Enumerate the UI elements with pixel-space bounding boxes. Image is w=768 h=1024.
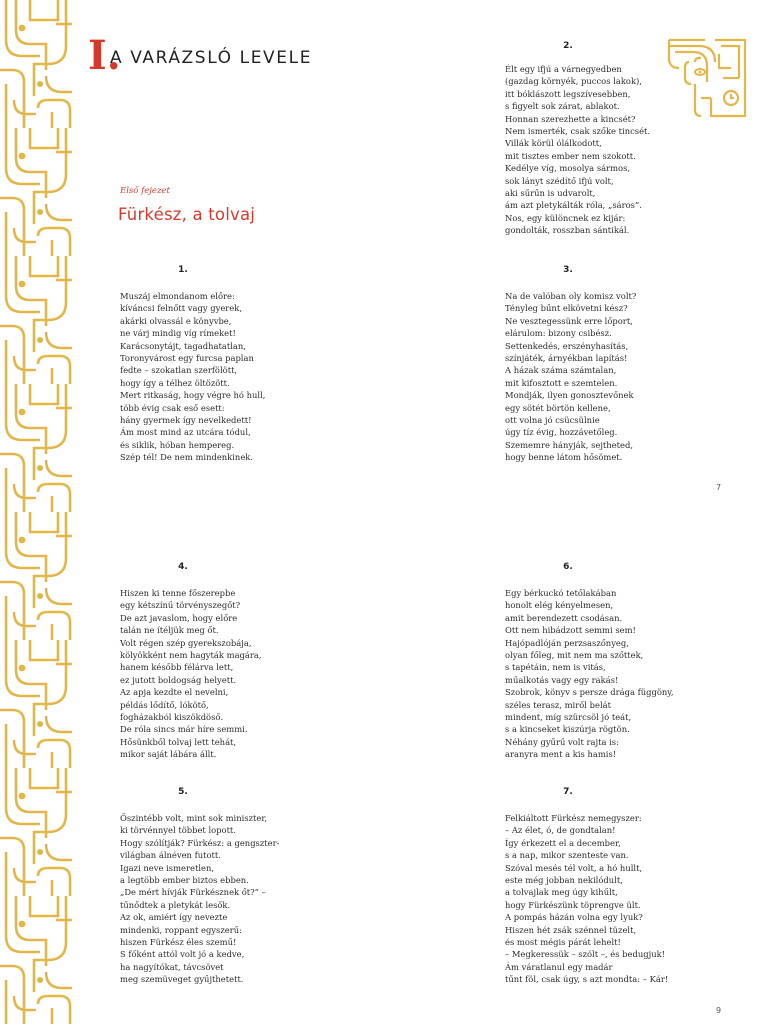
- poem-line: S főként attól volt jó a kedve,: [120, 949, 245, 960]
- poem-line: és siklik, hóban hempereg.: [120, 439, 235, 450]
- poem-line: itt bóklászott legszívesebben,: [505, 88, 631, 99]
- poem-line: hogy benne látom hősömet.: [505, 452, 623, 463]
- poem-line: Az apja kezdte el nevelni,: [120, 687, 229, 698]
- poem-line: fogházakból kiszökdöső.: [120, 711, 224, 722]
- poem-stanza-2: [505, 40, 650, 236]
- poem-line: hogy így a télhez öltözött.: [120, 377, 230, 388]
- poem-line: Néhány gyűrű volt rajta is:: [505, 736, 619, 747]
- poem-stanza-4: [120, 561, 262, 760]
- stanza-number: 4.: [178, 562, 188, 572]
- poem-line: mindenki, roppant egyszerű:: [120, 924, 242, 935]
- poem-line: hanem később félárva lett,: [120, 662, 234, 673]
- poem-line: egy kétszínű törvényszegőt?: [120, 600, 241, 611]
- poem-line: Ott nem hibádzott semmi sem!: [505, 625, 636, 636]
- geometric-border-ornament: [0, 0, 72, 1024]
- poem-line: a tolvajlak meg úgy kihűlt,: [505, 887, 618, 898]
- poem-line: Felkiáltott Fürkész nemegyszer:: [505, 813, 642, 823]
- poem-line: „De mért hívják Fürkésznek őt?” –: [120, 887, 266, 898]
- poem-line: ne várj mindig víg rímeket!: [120, 328, 236, 339]
- poem-line: Volt régen szép gyerekszobája,: [120, 637, 252, 648]
- stanza-number: 6.: [563, 562, 573, 572]
- section-label: Első fejezet: [120, 186, 170, 196]
- poem-line: s a kincseket kiszúrja rögtön.: [505, 724, 630, 735]
- stanza-number: 7.: [563, 787, 573, 797]
- chapter-title: A VARÁZSLÓ LEVELE: [110, 48, 313, 68]
- poem-line: akárki olvassál e könyvbe,: [120, 315, 232, 326]
- poem-stanza-3: [505, 264, 636, 463]
- poem-line: Nos, egy különcnek ez kijár:: [505, 212, 626, 223]
- face-ornament-icon: [665, 38, 747, 118]
- poem-line: sok lányt szédítő ifjú volt,: [505, 175, 614, 186]
- poem-line: úgy tíz évig, hozzávetőleg.: [505, 427, 618, 438]
- poem-line: ha nagyítókat, távcsövet: [120, 961, 224, 972]
- poem-line: amit berendezett csodásan.: [505, 612, 623, 623]
- stanza-lines: [505, 812, 668, 985]
- poem-line: Ám most mind az utcára tódul,: [120, 427, 251, 438]
- poem-line: hány gyermek így nevelkedett!: [120, 414, 252, 425]
- poem-line: Hajópadlóján perzsaszőnyeg,: [505, 637, 629, 648]
- poem-line: ki törvénnyel többet lopott.: [120, 825, 236, 836]
- poem-line: talán ne ítéljük meg őt.: [120, 625, 219, 636]
- poem-line: s a nap, mikor szenteste van.: [505, 850, 629, 861]
- stanza-number: 1.: [178, 265, 188, 275]
- poem-line: Hiszen hét zsák szénnel tüzelt,: [505, 924, 637, 935]
- poem-stanza-6: [505, 561, 674, 760]
- poem-stanza-5: [120, 786, 279, 985]
- poem-line: Ám váratlanul egy madár: [505, 961, 613, 972]
- stanza-lines: [120, 587, 262, 760]
- poem-line: egy sötét börtön kellene,: [505, 402, 611, 413]
- poem-stanza-7: [505, 786, 668, 985]
- poem-line: több évig csak eső esett:: [120, 402, 225, 413]
- poem-line: Karácsonytájt, tagadhatatlan,: [120, 340, 246, 351]
- poem-line: tűnődtek a pletykát lesők.: [120, 899, 231, 910]
- poem-stanza-1: [120, 264, 265, 463]
- poem-line: Kedélye víg, mosolya sármos,: [505, 163, 631, 174]
- page-number: 9: [716, 1006, 722, 1015]
- poem-line: ott volna jó csücsülnie: [505, 414, 600, 425]
- stanza-lines: [120, 812, 279, 985]
- poem-line: Igazi neve ismeretlen,: [120, 862, 215, 873]
- poem-line: meg szemüveget gyűjthetett.: [120, 974, 244, 985]
- poem-line: és most mégis párát lehelt!: [505, 936, 621, 947]
- poem-line: – Az élet, ó, de gondtalan!: [505, 825, 616, 836]
- poem-line: tűnt föl, csak úgy, s azt mondta: – Kár!: [505, 974, 669, 985]
- poem-line: műalkotás vagy egy rakás!: [505, 674, 619, 685]
- poem-line: kíváncsi felnőtt vagy gyerek,: [120, 303, 242, 314]
- page-number: 7: [716, 483, 722, 492]
- poem-line: Hiszen ki tenne főszerepbe: [120, 588, 236, 598]
- poem-line: aranyra ment a kis hamis!: [505, 749, 617, 760]
- poem-line: Szép tél! De nem mindenkinek.: [120, 452, 254, 463]
- poem-line: fedte – szokatlan szerfölött,: [120, 365, 238, 376]
- stanza-lines: [505, 290, 636, 463]
- section-title: Fürkész, a tolvaj: [118, 205, 256, 224]
- poem-line: példás lődítő, lókötő,: [120, 699, 209, 710]
- poem-line: mindent, míg szürcsöl jó teát,: [505, 711, 632, 722]
- poem-line: – Megkeressük – szólt –, és bedugjuk!: [505, 949, 666, 960]
- poem-line: hiszen Fürkész éles szemű!: [120, 936, 237, 947]
- stanza-number: 2.: [563, 41, 573, 51]
- poem-line: A pompás házán volna egy lyuk?: [505, 912, 643, 923]
- poem-line: Toronyvárost egy furcsa paplan: [120, 352, 254, 363]
- poem-line: Élt egy ifjú a várnegyedben: [505, 64, 622, 74]
- poem-line: honolt elég kényelmesen,: [505, 600, 614, 611]
- stanza-number: 5.: [178, 787, 188, 797]
- poem-line: ez jutott boldogság helyett.: [120, 674, 237, 685]
- poem-line: világban álnéven futott.: [120, 850, 221, 861]
- poem-line: ám azt pletykálták róla, „sáros”.: [505, 200, 642, 211]
- poem-line: színjáték, árnyékban lapítás!: [505, 352, 628, 363]
- poem-line: este még jobban nekilódult,: [505, 874, 623, 885]
- poem-line: Na de valóban oly komisz volt?: [505, 291, 637, 301]
- stanza-lines: [505, 63, 650, 236]
- poem-line: aki sűrűn is udvarolt,: [505, 187, 596, 198]
- chapter-numeral: I.: [88, 32, 121, 79]
- poem-line: Villák körül ólálkodott,: [505, 138, 602, 149]
- poem-line: De róla sincs már híre semmi.: [120, 724, 248, 735]
- stanza-number: 3.: [563, 265, 573, 275]
- poem-line: olyan főleg, mit nem ma szőttek,: [505, 649, 644, 660]
- poem-line: a legtöbb ember biztos ebben.: [120, 874, 249, 885]
- poem-line: Tényleg bűnt elkövetni kész?: [505, 303, 628, 314]
- poem-line: Mondják, ilyen gonosztevőnek: [505, 390, 634, 401]
- poem-line: Szememre hányják, sejtheted,: [505, 439, 633, 450]
- poem-line: s tapétáin, nem is vitás,: [505, 662, 606, 673]
- poem-line: Így érkezett el a december,: [505, 837, 621, 848]
- poem-line: Mert ritkaság, hogy végre hó hull,: [120, 390, 266, 401]
- poem-line: A házak száma számtalan,: [505, 365, 617, 376]
- poem-line: Honnan szerezhette a kincsét?: [505, 113, 636, 124]
- poem-line: Hősünkből tolvaj lett tehát,: [120, 736, 237, 747]
- poem-line: Szobrok, könyv s persze drága függöny,: [505, 687, 674, 698]
- poem-line: mit kifosztott e szemtelen.: [505, 377, 618, 388]
- poem-line: De azt javaslom, hogy előre: [120, 612, 238, 623]
- poem-line: széles terasz, miről belát: [505, 699, 611, 710]
- poem-line: Ne vesztegessünk erre lőport,: [505, 315, 633, 326]
- poem-line: s figyelt sok zárat, ablakot.: [505, 101, 620, 112]
- poem-line: mikor saját lábára állt.: [120, 749, 217, 760]
- poem-line: mit tisztes ember nem szokott.: [505, 150, 636, 161]
- stanza-lines: [505, 587, 674, 760]
- poem-line: Muszáj elmondanom előre:: [120, 291, 235, 301]
- poem-line: Nem ismerték, csak szőke tincsét.: [505, 125, 651, 136]
- poem-line: kölyökként nem hagyták magára,: [120, 649, 262, 660]
- poem-line: Settenkedés, erszényhasítás,: [505, 340, 629, 351]
- poem-line: Szóval mesés tél volt, a hó hullt,: [505, 862, 643, 873]
- poem-line: hogy Fürkészünk töprengve ült.: [505, 899, 641, 910]
- poem-line: Az ok, amiért így nevezte: [120, 912, 228, 923]
- poem-line: Egy bérkuckó tetőlakában: [505, 588, 617, 598]
- poem-line: elárulom: bizony csibész.: [505, 328, 612, 339]
- poem-line: Hogy szólítják? Fürkész: a gengszter-: [120, 837, 280, 848]
- poem-line: Őszintébb volt, mint sok miniszter,: [120, 813, 268, 823]
- poem-line: (gazdag környék, puccos lakok),: [505, 76, 642, 87]
- poem-line: gondolták, rosszban sántikál.: [505, 225, 630, 236]
- stanza-lines: [120, 290, 265, 463]
